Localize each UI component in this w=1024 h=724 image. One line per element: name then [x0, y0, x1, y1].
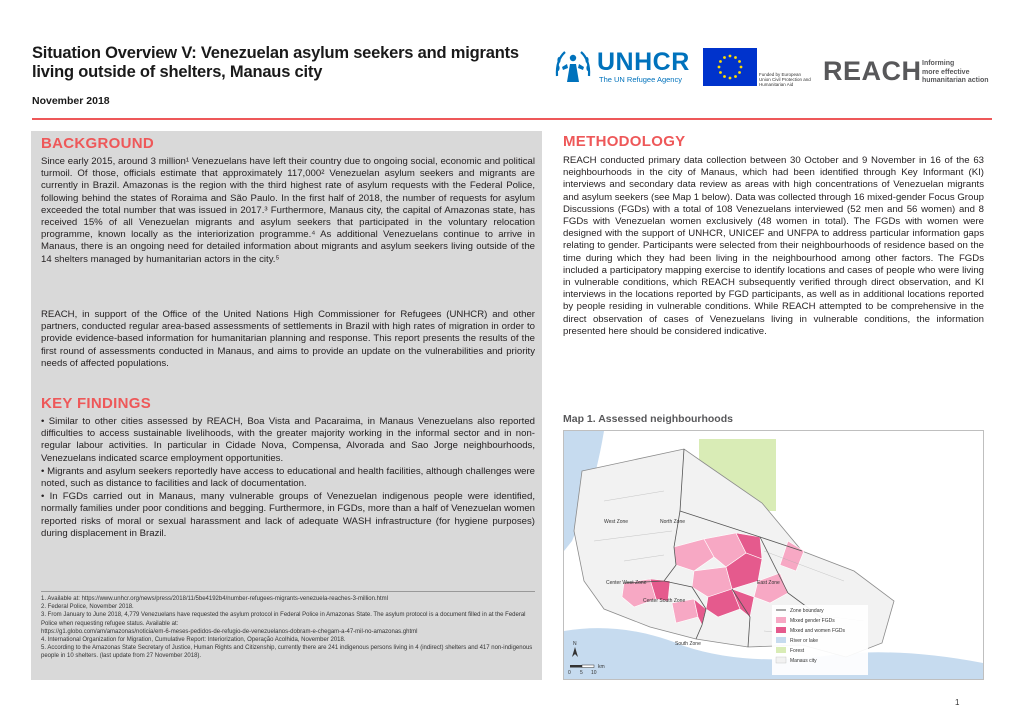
eu-star-icon [729, 55, 732, 58]
report-title [32, 44, 552, 82]
legend-label: Mixed and women FGDs [790, 628, 846, 634]
footnote: 4. International Organization for Migration, Cumulative Report: Interiorization, Operação Acolhida, November 2018. [41, 637, 346, 644]
footnote: 2. Federal Police, November 2018. [41, 604, 134, 611]
report-date: November 2018 [32, 95, 110, 107]
scale-bar-segment [582, 665, 594, 668]
footnote-divider [41, 591, 535, 592]
methodology-paragraph: REACH conducted primary data collection between 30 October and 9 November in 16 of the 63 neighbourhoods in the city of Manaus, which had been identified through Key Informant (KI) interviews and secondary data review as areas with high concentrations of Venezuelan migrants and asylum seekers (see Map 1 below). Data was collected through 16 mixed-gender Focus Group Discussions (FGDs) with a total of 108 Venezuelans interviewed (52 men and 56 women) and 8 FGDs with Venezuelan women exclusively (48 women in total). The FGDs with women were designed with the support of UNHCR, UNICEF and UNFPA to address particular information gaps relating to gender. Participants were selected from their neighbourhoods of residence based on the time during which they had been living in the neighbourhood among other factors. The FGDs included a participatory mapping exercise to identify locations and cases of people who were living in vulnerable conditions, which REACH subsequently verified through direct observation, and KI interviews in the locations reported by FGD participants, as well as in additional locations reported by people residing in vulnerable conditions. While REACH attempted to be comprehensive in the direct observation of cases of Venezuelans living in vulnerable conditions, the information presented here should be considered indicative. [563, 155, 984, 337]
assessed-neighbourhoods-map [563, 430, 984, 680]
unhcr-wordmark: UNHCR [597, 48, 690, 76]
scale-tick: 5 [580, 670, 583, 676]
legend-label: Zone boundary [790, 608, 824, 614]
title-line-1: Situation Overview V: Venezuelan asylum seekers and migrants [32, 44, 519, 62]
reach-tagline [922, 60, 1002, 86]
eu-star-icon [734, 75, 737, 78]
eu-star-icon [729, 77, 732, 80]
legend-label: River or lake [790, 638, 819, 644]
footnote: 3. From January to June 2018, 4,779 Venezuelans have requested the asylum protocol in Federal Police in Amazonas State. The asylum protocol is a document filled in at the Federal Police when requesting refugee status. Available at: [41, 612, 526, 627]
footnote: 1. Available at: https://www.unhcr.org/news/press/2018/11/5be4192b4/number-refugees-migrants-venezuela-reaches-3-million.html [41, 596, 388, 602]
key-finding-item: • In FGDs carried out in Manaus, many vulnerable groups of Venezuelan indigenous people were identified, normally families under poor conditions and begging. Furthermore, in FGDs, more than a half of Venezuelan women reported risks of moral or sexual harassment and lack of adequate WASH infrastructure (for hygiene purposes) during displacement in Brazil. [41, 491, 535, 539]
unhcr-tagline: The UN Refugee Agency [599, 75, 682, 84]
left-panel [31, 131, 542, 680]
title-line-2: living outside of shelters, Manaus city [32, 63, 323, 81]
key-finding-item: • Migrants and asylum seekers reportedly have access to educational and health facilities, although challenges were noted, such as distance to facilities and lack of documentation. [41, 465, 535, 490]
methodology-heading: METHODOLOGY [563, 133, 686, 150]
footnote: 5. According to the Amazonas State Secretary of Justice, Human Rights and Citizenship, currently there are 241 indigenous persons living in 4 (indirect) shelters and 417 non-indigenous people in 10 shelters. (last update from 27 November 2018). [41, 645, 533, 660]
map-title: Map 1. Assessed neighbourhoods [563, 413, 733, 425]
scale-tick: 0 [568, 670, 571, 676]
reach-wordmark: REACH [823, 56, 922, 86]
zone-label: South Zone [675, 641, 701, 647]
zone-label: Center South Zone [643, 598, 686, 604]
footnote: https://g1.globo.com/am/amazonas/noticia/em-6-meses-pedidos-de-refugio-de-venezuelanos-dobram-e-chegam-a-47-mil-no-amazonas.ghtml [41, 628, 418, 635]
scale-bar-segment [570, 665, 582, 668]
reach-tagline-line: humanitarian action [922, 77, 989, 84]
background-paragraph-2: REACH, in support of the Office of the United Nations High Commissioner for Refugees (UNHCR) and other partners, conducted regular area-based assessments of settlements in Brazil with high rates of migration in order to provide evidence-based information for humanitarian planning and response. This report presents the results of the first round of assessments conducted in Manaus, and aims to provide an update on the vulnerabilities and priority needs of affected populations. [41, 309, 535, 369]
legend-swatch-river [776, 637, 786, 643]
background-heading: BACKGROUND [41, 135, 154, 152]
eu-star-icon [718, 66, 721, 69]
zone-label: West Zone [604, 519, 629, 525]
reach-tagline-line: Informing [922, 60, 955, 67]
map-canvas [564, 431, 983, 679]
eu-flag-logo [703, 48, 757, 86]
eu-star-icon [734, 56, 737, 59]
legend-swatch-women [776, 627, 786, 633]
legend-label: Mixed gender FGDs [790, 618, 835, 624]
page-header [0, 0, 1024, 130]
eu-star-icon [719, 60, 722, 63]
zone-label: North Zone [660, 519, 686, 525]
key-findings-heading: KEY FINDINGS [41, 395, 152, 412]
eu-star-icon [723, 75, 726, 78]
eu-funding-text: Funded by European Union Civil Protection and Humanitarian Aid [759, 72, 811, 87]
unhcr-logo [553, 46, 693, 88]
zone-label: East Zone [757, 580, 780, 586]
unhcr-emblem-icon [553, 46, 593, 88]
legend-swatch-forest [776, 647, 786, 653]
legend-label: Forest [790, 648, 805, 654]
eu-stars-icon [703, 48, 757, 86]
map-legend [772, 605, 868, 675]
eu-star-icon [719, 71, 722, 74]
key-finding-item: • Similar to other cities assessed by REACH, Boa Vista and Pacaraima, in Manaus Venezuelans also reported difficulties to access sustainable livelihoods, with the greater majority working in the informal sector and in non-regular labour activities. In particular in Cidade Nova, Compensa, Alvorada and Sao Jorge neighbourhoods, Venezuelans indicated scarce employment opportunities. [41, 416, 535, 464]
north-label: N [573, 641, 577, 647]
scale-unit: km [598, 664, 605, 670]
page-number: 1 [955, 698, 960, 707]
background-paragraph-1: Since early 2015, around 3 million¹ Venezuelans have left their country due to ongoing social, economic and political turmoil. Of those, officials estimate that approximately 117,000² Venezuelan asylum seekers and migrants are currently in Brazil. Amazonas is the region with the third highest rate of asylum requests with the Federal Police, following behind the states of Roraima and São Paulo. In the first half of 2018, the number of requests for asylum exceeded the total number that was issued in 2017.³ Furthermore, Manaus city, the capital of Amazonas state, has received 15% of all Venezuelan migrants and asylum seekers that participated in the voluntary relocation programme, known locally as the interiorization programme.⁴ As additional Venezuelans continue to arrive in Manaus, there is an ongoing need for detailed information about migrants and asylum seekers living outside of the 14 shelters managed by humanitarian actors in the city.⁵ [41, 156, 535, 265]
eu-star-icon [738, 71, 741, 74]
legend-swatch-city [776, 657, 786, 663]
key-findings-list [41, 416, 535, 541]
legend-swatch-mixed [776, 617, 786, 623]
legend-background [772, 605, 868, 675]
scale-tick: 10 [591, 670, 597, 676]
zone-label: Center West Zone [606, 580, 647, 586]
reach-tagline-line: more effective [922, 68, 970, 76]
footnotes [41, 595, 535, 661]
eu-star-icon [740, 66, 743, 69]
eu-star-icon [738, 60, 741, 63]
header-divider [32, 118, 992, 120]
eu-star-icon [723, 56, 726, 59]
legend-label: Manaus city [790, 658, 817, 664]
